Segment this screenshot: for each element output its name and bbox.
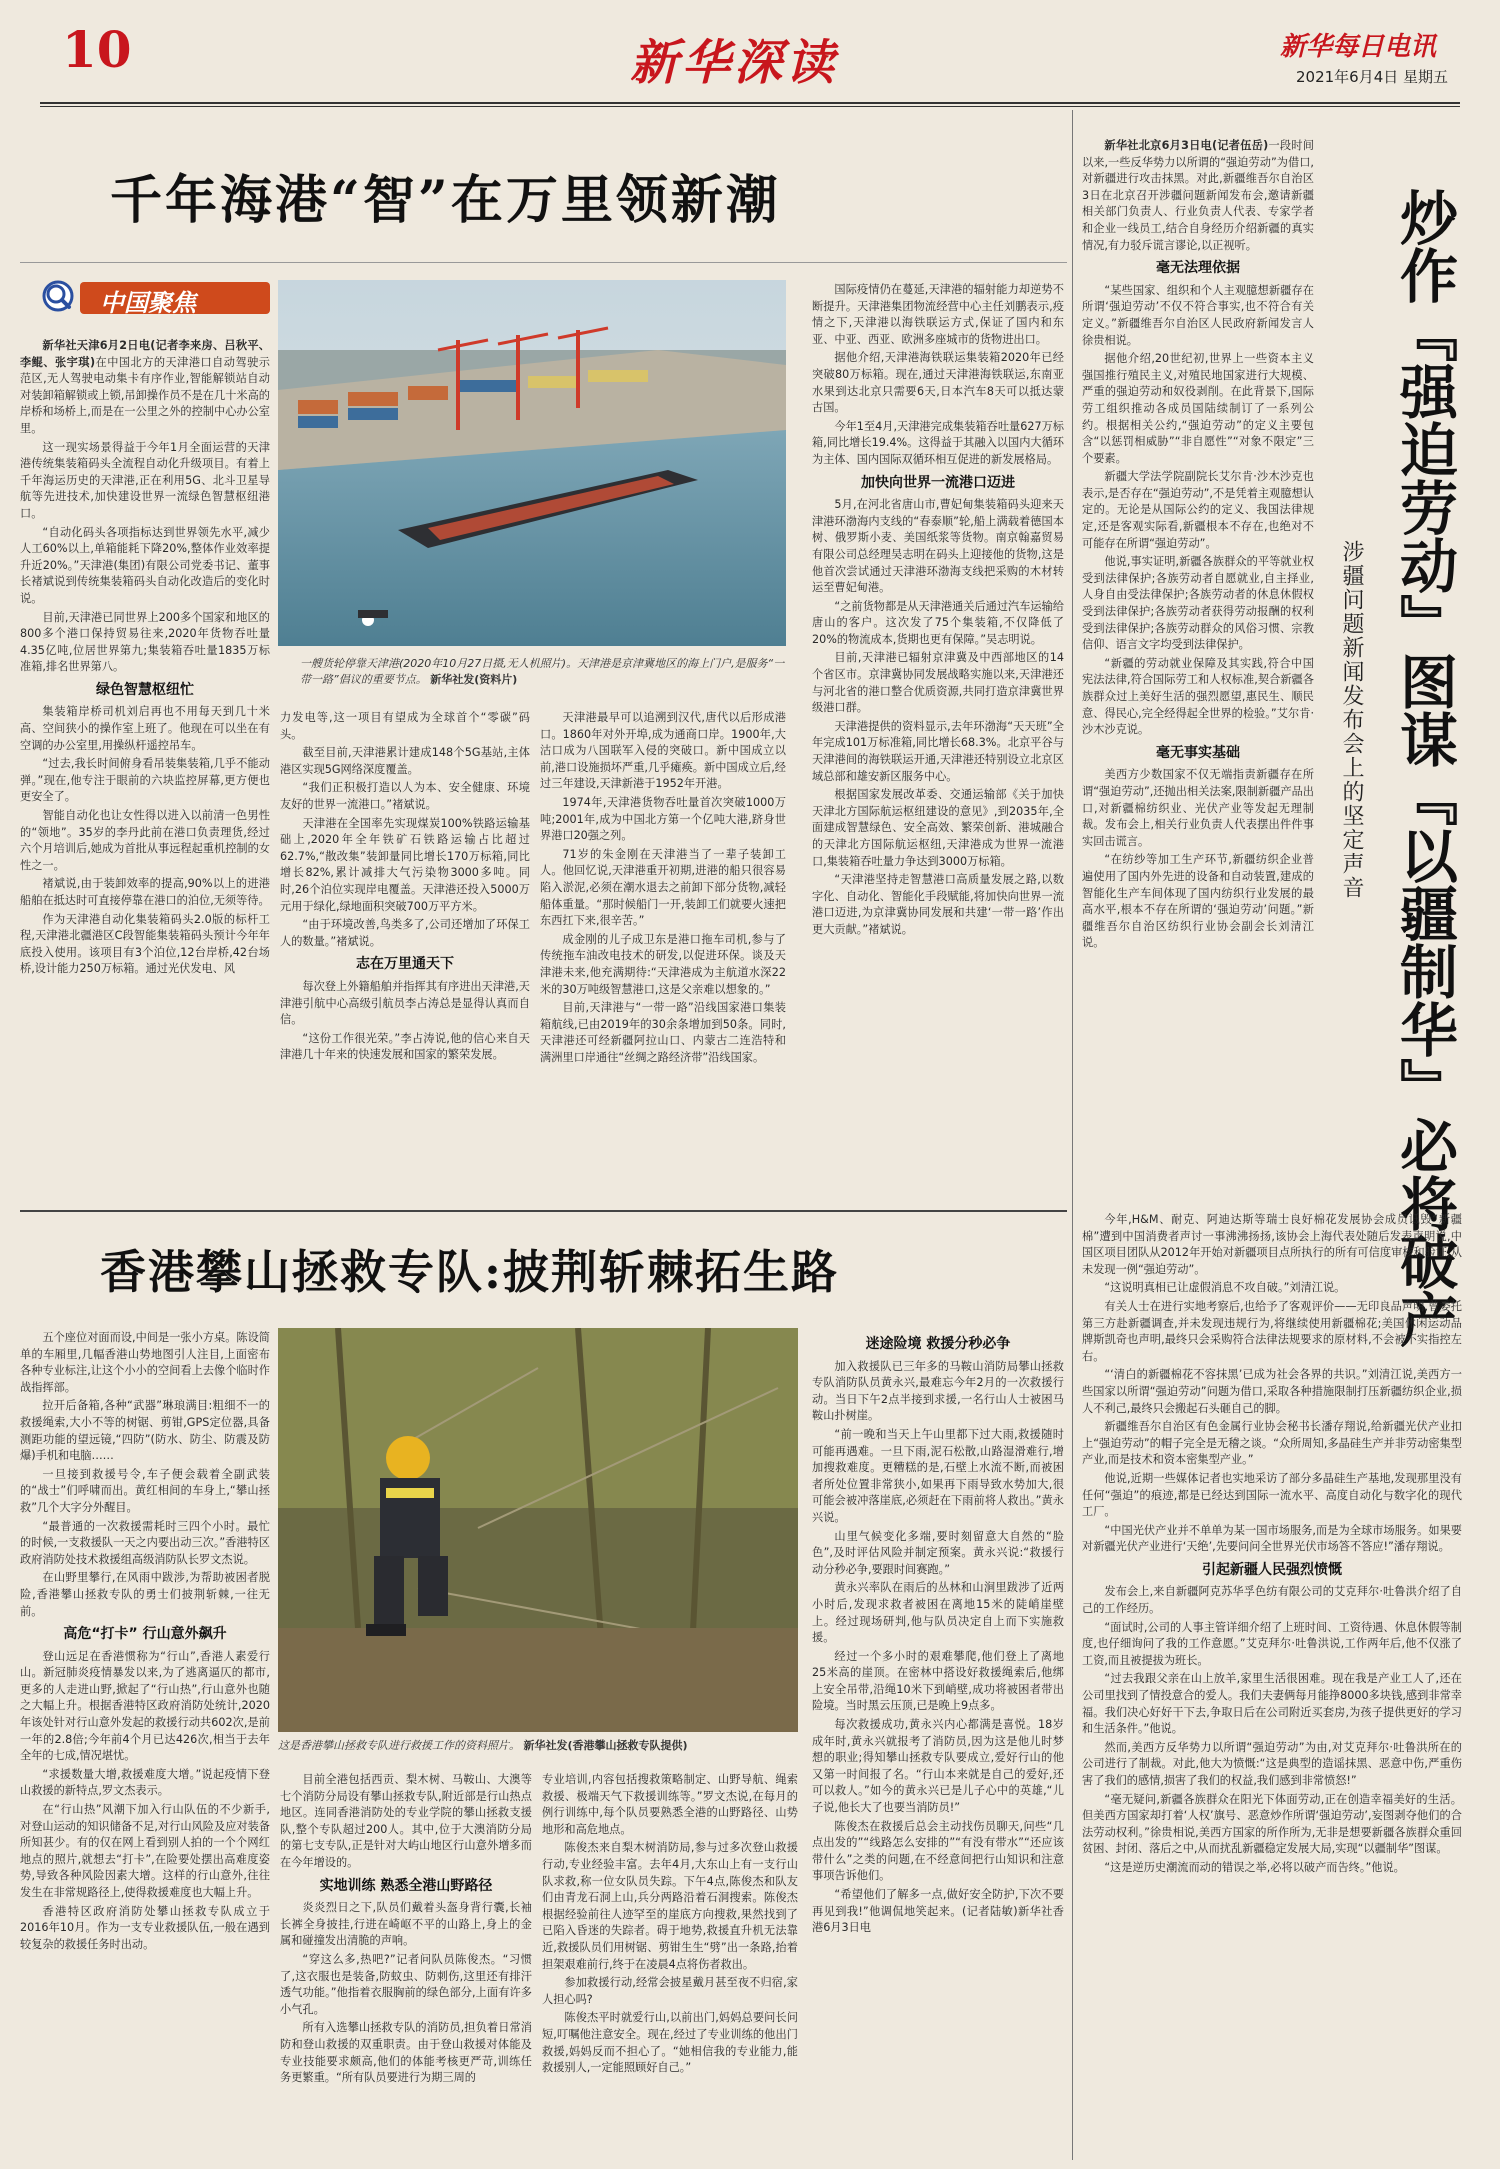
paragraph: “前一晚和当天上午山里都下过大雨,救援随时可能再遇难。一旦下雨,泥石松散,山路湿滑难行,增加搜救难度。更糟糕的是,石壁上水流不断,而被困者所处位置非常狭小,如果再下雨导致水势加大,很可能会被冲落崖底,必须赶在下雨前将人救出。”黄永兴说。	[812, 1427, 1064, 1524]
paragraph: 在山野里攀行,在风雨中跋涉,为帮助被困者脱险,香港攀山拯救专队的勇士们披荆斩棘,一往无前。	[20, 1571, 270, 1618]
subheading: 引起新疆人民强烈愤慨	[1202, 1561, 1342, 1578]
paragraph: 他说,近期一些媒体记者也实地采访了部分多晶硅生产基地,发现那里没有任何“强迫”的痕迹,都是已经达到国际一流水平、高度自动化与数字化的现代工厂。	[1082, 1471, 1462, 1519]
paragraph: 炎炎烈日之下,队员们戴着头盔身背行囊,长袖长裤全身披挂,行进在崎岖不平的山路上,身上的金属和碰撞发出清脆的声响。	[280, 1901, 532, 1948]
paragraph: “天津港坚持走智慧港口高质量发展之路,以数字化、自动化、智能化手段赋能,将加快向世界一流港口迈进,为京津冀协同发展和共建‘一带一路’作出更大贡献。”褚斌说。	[812, 873, 1064, 936]
paragraph: 参加救援行动,经常会披星戴月甚至夜不归宿,家人担心吗?	[542, 1976, 798, 2006]
paragraph: “某些国家、组织和个人主观臆想新疆存在所谓‘强迫劳动’不仅不符合事实,也不符合有关定义。”新疆维吾尔自治区人民政府新闻发言人徐贵相说。	[1082, 283, 1314, 347]
subheading: 实地训练 熟悉全港山野路径	[319, 1877, 493, 1894]
paragraph: “最普通的一次救援需耗时三四个小时。最忙的时候,一支救援队一天之内要出动三次。”香港特区政府消防处技术救援组高级消防队长罗文杰说。	[20, 1519, 270, 1566]
paragraph: “这是逆历史潮流而动的错误之举,必将以破产而告终。”他说。	[1104, 1860, 1405, 1874]
story1-col2	[280, 710, 530, 1200]
masthead	[0, 0, 1500, 102]
paragraph: 一旦接到救援号令,车子便会载着全副武装的“战士”们呼啸而出。黄红相间的车身上,“攀山拯救”几个大字分外醒目。	[20, 1467, 270, 1514]
dateline: 新华社天津6月2日电(记者李来房、吕秋平、李鲲、张宇琪)	[20, 339, 270, 369]
paragraph: 71岁的朱金刚在天津港当了一辈子装卸工人。他回忆说,天津港重开初期,进港的船只很容易陷入淤泥,必须在潮水退去之前卸下部分货物,减轻船体重量。“那时候船门一开,装卸工们就要火速把东西扛下来,很辛苦。”	[540, 847, 786, 928]
paragraph: 专业培训,内容包括搜救策略制定、山野导航、绳索救援、极端天气下救援训练等。”罗文杰说,在每月的例行训练中,每个队员要熟悉全港的山野路径、山势地形和高危地点。	[542, 1773, 798, 1836]
caption-text: 一艘货轮停靠天津港(2020年10月27日摄,无人机照片)。天津港是京津冀地区的海上门户,是服务“一带一路”倡议的重要节点。	[300, 657, 785, 686]
story1-top-rule	[20, 262, 1067, 263]
paragraph: “中国光伏产业并不单单为某一国市场服务,而是为全球市场服务。如果要对新疆光伏产业进行‘天绝’,先要问问全世界光伏市场答不答应!”潘存翔说。	[1082, 1523, 1462, 1554]
issue-date: 2021年6月4日 星期五	[1296, 68, 1449, 86]
story1-col1	[20, 338, 270, 1490]
story1-col3	[540, 710, 786, 1200]
section-title: 新华深读	[630, 35, 839, 91]
masthead-rule-thin	[40, 106, 1460, 107]
paragraph: 他说,事实证明,新疆各族群众的平等就业权受到法律保护;各族劳动者自愿就业,自主择业,人身自由受法律保护;各族劳动者的休息休假权受到法律保护;各族劳动者获得劳动报酬的权利受到法律保护;各族劳动群众的风俗习惯、宗教信仰、语言文字均受到法律保护。	[1082, 555, 1314, 652]
paragraph: 天津港在全国率先实现煤炭100%铁路运输基础上,2020年全年铁矿石铁路运输占比超过62.7%,“散改集”装卸量同比增长170万标箱,同比增长82%,累计减排大气污染物3000多吨。同时,26个泊位实现岸电覆盖。天津港还投入5000万元用于绿化,绿地面积突破700万平方米。	[280, 816, 530, 913]
paragraph: 陈俊杰来自梨木树消防局,参与过多次登山救援行动,专业经验丰富。去年4月,大东山上有一支行山队求救,称一位女队员失踪。下午4点,陈俊杰和队友们由青龙石洞上山,兵分两路沿着石洞搜索。陈俊杰根据经验前往人迹罕至的崖底方向搜救,果然找到了已陷入昏迷的失踪者。碍于地势,救援直升机无法靠近,救援队员们用树锯、剪钳生生“劈”出一条路,抬着担架艰难前行,终于在凌晨4点将伤者救出。	[542, 1841, 798, 1971]
paragraph: 国际疫情仍在蔓延,天津港的辐射能力却逆势不断提升。天津港集团物流经营中心主任刘鹏表示,疫情之下,天津港以海铁联运方式,保证了国内和东亚、中亚、西亚、欧洲多座城市的货物进出口。	[812, 283, 1064, 346]
search-icon	[38, 278, 80, 318]
paragraph: 拉开后备箱,各种“武器”琳琅满目:粗细不一的救援绳索,大小不等的树锯、剪钳,GPS定位器,具备测距功能的望远镜,“四防”(防水、防尘、防震及防爆)手机和电脑……	[20, 1399, 270, 1463]
paragraph: 据他介绍,天津港海铁联运集装箱2020年已经突破80万标箱。现在,通过天津港海铁联运,东南亚水果到达北京只需要6天,日本汽车8天可以抵达蒙古国。	[812, 351, 1064, 415]
badge-label: 中国聚焦	[100, 289, 196, 317]
paragraph: 5月,在河北省唐山市,曹妃甸集装箱码头迎来天津港环渤海内支线的“春泰顺”轮,船上满载着德国本树、俄罗斯小麦、美国纸浆等货物。南京翰嘉贸易有限公司总经理吴志明在码头上迎接他的货物,这是他首次尝试通过天津港环渤海支线把采购的木材转运至曹妃甸港。	[812, 498, 1064, 595]
paragraph: 根据国家发展改革委、交通运输部《关于加快天津北方国际航运枢纽建设的意见》,到2035年,全面建成智慧绿色、安全高效、繁荣创新、港城融合的天津北方国际航运枢纽,天津港成为世界一流港口,集装箱吞吐量力争达到3000万标箱。	[812, 788, 1064, 868]
paragraph: 每次登上外籍船舶并指挥其有序进出天津港,天津港引航中心高级引航员李占涛总是显得认真而自信。	[280, 979, 530, 1027]
paragraph: 作为天津港自动化集装箱码头2.0版的标杆工程,天津港北疆港区C段智能集装箱码头预计今年年底投入使用。该项目有3个泊位,12台岸桥,42台场桥,设计能力250万标箱。通过光伏发电、风	[20, 912, 270, 976]
paragraph: 这一现实场景得益于今年1月全面运营的天津港传统集装箱码头全流程自动化升级项目。有着上千年海运历史的天津港,正在利用5G、北斗卫星导航等先进技术,加快建设世界一流绿色智慧枢纽港口。	[20, 440, 270, 520]
paragraph: 五个座位对面而设,中间是一张小方桌。陈设简单的车厢里,几幅香港山势地图引人注目,上面密布各种专业标注,让这个小小的空间看上去像个临时作战指挥部。	[20, 1331, 270, 1394]
paragraph: “毫无疑问,新疆各族群众在阳光下体面劳动,正在创造幸福美好的生活。但美西方国家却打着‘人权’旗号、恶意炒作所谓‘强迫劳动’,妄图剥夺他们的合法劳动权利。”徐贵相说,美西方国家的所作所为,无非是想要新疆各族群众重回贫困、封闭、落后之中,从而扰乱新疆稳定发展大局,实现“以疆制华”图谋。	[1082, 1792, 1462, 1856]
paragraph: “希望他们了解多一点,做好安全防护,下次不要再见到我!”他调侃地笑起来。(记者陆敏)新华社香港6月3日电	[812, 1888, 1064, 1935]
caption-text: 这是香港攀山拯救专队进行救援工作的资料照片。	[278, 1739, 520, 1752]
paragraph: 加入救援队已三年多的马鞍山消防局攀山拯救专队消防队员黄永兴,最难忘今年2月的一次救援行动。当日下午2点半接到求援,一名行山人士被困马鞍山扑树崖。	[812, 1359, 1064, 1423]
dateline-paragraph: 新华社北京6月3日电(记者伍岳)一段时间以来,一些反华势力以所谓的“强迫劳动”为借口,对新疆进行攻击抹黑。对此,新疆维吾尔自治区3日在北京召开涉疆问题新闻发布会,邀请新疆相关部门负责人、行业负责人代表、专家学者和企业一线员工,结合自身经历介绍新疆的真实情况,有力驳斥谎言谬论,以正视听。	[1082, 139, 1314, 252]
paragraph: “过去我跟父亲在山上放羊,家里生活很困难。现在我是产业工人了,还在公司里找到了情投意合的爱人。我们夫妻俩每月能挣8000多块钱,感到非常幸福。我们决心好好干下去,争取日后在公司附近买套房,为孩子提供更好的学习和生活条件。”他说。	[1082, 1672, 1462, 1736]
paragraph: 发布会上,来自新疆阿克苏华孚色纺有限公司的艾克拜尔·吐鲁洪介绍了自己的工作经历。	[1082, 1585, 1462, 1616]
paragraph: 然而,美西方反华势力以所谓“强迫劳动”为由,对艾克拜尔·吐鲁洪所在的公司进行了制裁。对此,他大为愤慨:“这是典型的造谣抹黑、恶意中伤,严重伤害了我们的感情,损害了我们的权益,我们感到非常愤怒!”	[1082, 1740, 1462, 1787]
paragraph: 新疆大学法学院副院长艾尔肯·沙木沙克也表示,是否存在“强迫劳动”,不是凭着主观臆想认定的。无论是从国际公约的定义、我国法律规定,还是客观实际看,新疆根本不存在,也绝对不可能存在所谓“强迫劳动”。	[1082, 470, 1314, 550]
subheading: 志在万里通天下	[356, 956, 454, 973]
right-column-divider	[1072, 110, 1073, 2160]
paragraph: 据他介绍,20世纪初,世界上一些资本主义强国推行殖民主义,对殖民地国家进行大规模、严重的强迫劳动和奴役剥削。在此背景下,国际劳工组织推动各成员国陆续制订了一系列公约。根据相关公约,“强迫劳动”的定义主要包含“以惩罚相威胁”“非自愿性”“对象不限定”三个要素。	[1082, 352, 1314, 465]
subheading: 绿色智慧枢纽忙	[96, 681, 194, 698]
paragraph: “之前货物都是从天津港通关后通过汽车运输给唐山的客户。这次发了75个集装箱,不仅降低了20%的物流成本,货期也更有保障。”吴志明说。	[812, 599, 1064, 646]
paragraph: 今年1至4月,天津港完成集装箱吞吐量627万标箱,同比增长19.4%。这得益于其融入以国内大循环为主体、国内国际双循环相互促进的新发展格局。	[812, 419, 1064, 466]
paragraph: 截至目前,天津港累计建成148个5G基站,主体港区实现5G网络深度覆盖。	[280, 746, 530, 776]
paragraph: “由于环境改善,鸟类多了,公司还增加了环保工人的数量。”褚斌说。	[280, 918, 530, 948]
paragraph: “穿这么多,热吧?”记者问队员陈俊杰。“习惯了,这衣服也是装备,防蚊虫、防刺伤,这里还有排汗透气功能。”他指着衣服胸前的绿色部分,上面有许多小气孔。	[280, 1952, 532, 2016]
paragraph: 目前,天津港已辐射京津冀及中西部地区的14个省区市。京津冀协同发展战略实施以来,天津港还与河北省的港口整合优质资源,共同打造京津冀世界级港口群。	[812, 651, 1064, 715]
caption-credit: 新华社发(资料片)	[430, 673, 518, 686]
story-divider	[20, 1210, 1067, 1212]
port-photo	[278, 280, 786, 646]
port-photo-caption	[300, 656, 786, 688]
paragraph: 力发电等,这一项目有望成为全球首个“零碳”码头。	[280, 711, 530, 741]
dateline-paragraph: 新华社天津6月2日电(记者李来房、吕秋平、李鲲、张宇琪)在中国北方的天津港口自动驾驶示范区,无人驾驶电动集卡有序作业,智能解锁站自动对装卸箱解锁或上锁,吊卸操作员不是在几十米高的岸桥和场桥上,而是在一公里之外的控制中心办公室里。	[20, 339, 270, 435]
paragraph: 经过一个多小时的艰难攀爬,他们登上了离地25米高的崖顶。在密林中搭设好救援绳索后,他绑上安全吊带,沿绳10米下到峭壁,成功将被困者带出险境。当时黑云压顶,已是晚上9点多。	[812, 1649, 1064, 1713]
paragraph: “新疆的劳动就业保障及其实践,符合中国宪法法律,符合国际劳工和人权标准,契合新疆各族群众过上美好生活的强烈愿望,惠民生、顺民意、得民心,完全经得起全世界的检验。”艾尔肯·沙木沙克说。	[1082, 656, 1314, 737]
paragraph: 香港特区政府消防处攀山拯救专队成立于2016年10月。作为一支专业救援队伍,一般在遇到较复杂的救援任务时出动。	[20, 1904, 270, 1951]
paragraph: 所有入选攀山拯救专队的消防员,担负着日常消防和登山救援的双重职责。由于登山救援对体能及专业技能要求颇高,他们的体能考核更严苛,训练任务更繁重。“所有队员要进行为期三周的	[280, 2021, 532, 2085]
paragraph: 陈俊杰平时就爱行山,以前出门,妈妈总要问长问短,叮嘱他注意安全。现在,经过了专业训练的他出门救援,妈妈反而不担心了。“她相信我的专业能力,能救援别人,一定能照顾好自己。”	[542, 2011, 798, 2075]
paragraph: 新疆维吾尔自治区有色金属行业协会秘书长潘存翔说,给新疆光伏产业扣上“强迫劳动”的帽子完全是无稽之谈。“众所周知,多晶硅生产并非劳动密集型产业,而是技术和资本密集型产业。”	[1082, 1420, 1462, 1467]
story2-col2	[280, 1772, 532, 2162]
brand-logo: 新华每日电讯	[1280, 32, 1437, 62]
subheading: 加快向世界一流港口迈进	[861, 474, 1015, 491]
paragraph: 山里气候变化多端,要时刻留意大自然的“脸色”,及时评估风险并制定预案。黄永兴说:“救援行动分秒必争,要跟时间赛跑。”	[812, 1529, 1064, 1576]
story3-col1	[1082, 138, 1314, 1206]
paragraph: 天津港提供的资料显示,去年环渤海“天天班”全年完成101万标准箱,同比增长68.3%。北京平谷与天津港间的海铁联运开通,天津港还特别设立北京区域总部和雄安新区服务中心。	[812, 719, 1064, 783]
paragraph: 今年,H&M、耐克、阿迪达斯等瑞士良好棉花发展协会成员诋毁“新疆棉”遭到中国消费者声讨一事沸沸扬扬,该协会上海代表处随后发表声明说,中国区项目团队从2012年开始对新疆项目点所执行的所有可信度审核和验证,从未发现一例“强迫劳动”。	[1082, 1213, 1462, 1276]
story2-headline: 香港攀山拯救专队:披荆斩棘拓生路	[100, 1245, 839, 1299]
paragraph: 有关人士在进行实地考察后,也给予了客观评价——无印良品声明,曾委托第三方赴新疆调查,并未发现违规行为,将继续使用新疆棉花;美国休闲运动品牌斯凯奇也声明,最终只会采购符合法律法规要求的原材料,不会被不实指控左右。	[1082, 1299, 1462, 1363]
column-badge	[20, 278, 278, 318]
masthead-rule	[40, 102, 1460, 104]
paragraph: 目前全港包括西贡、梨木树、马鞍山、大澳等七个消防分局设有攀山拯救专队,附近部是行山热点地区。连同香港消防处的专业学院的攀山拯救支援队,整个专队超过200人。其中,位于大澳消防分局的第七支专队,正是针对大屿山地区行山意外增多而在今年增设的。	[280, 1773, 532, 1869]
paragraph: 目前,天津港与“一带一路”沿线国家港口集装箱航线,已由2019年的30余条增加到50条。同时,天津港还可经新疆阿拉山口、内蒙古二连浩特和满洲里口岸通往“丝绸之路经济带”沿线国家。	[540, 1001, 786, 1064]
paragraph: 目前,天津港已同世界上200多个国家和地区的800多个港口保持贸易往来,2020年货物吞吐量4.35亿吨,位居世界第九;集装箱吞吐量1835万标准箱,排名世界第八。	[20, 610, 270, 674]
story3-headline: 炒作『强迫劳动』图谋『以疆制华』必将破产	[1390, 188, 1458, 1348]
story2-col1	[20, 1330, 270, 2160]
paragraph: “求援数量大增,救援难度大增。”说起疫情下登山救援的新特点,罗文杰表示。	[20, 1767, 270, 1798]
paragraph: 1974年,天津港货物吞吐量首次突破1000万吨;2001年,成为中国北方第一个亿吨大港,跻身世界港口20强之列。	[540, 795, 786, 843]
rescue-photo-caption	[278, 1738, 818, 1754]
subheading: 毫无法理依据	[1156, 260, 1240, 277]
paragraph: “面试时,公司的人事主管详细介绍了上班时间、工资待遇、休息休假等制度,也仔细询问了我的工作意愿。”艾克拜尔·吐鲁洪说,工作两年后,他不仅涨了工资,而且被提拔为班长。	[1082, 1620, 1462, 1667]
story2-col4	[812, 1330, 1064, 2162]
caption-credit: 新华社发(香港攀山拯救专队提供)	[523, 1739, 688, 1752]
paragraph: 登山远足在香港惯称为“行山”,香港人素爱行山。新冠肺炎疫情暴发以来,为了逃离逼仄的都市,更多的人走进山野,掀起了“行山热”,行山意外也随之大幅上升。根据香港特区政府消防处统计,2020年该处针对行山意外发起的救援行动共602次,是前一年的2.8倍;今年前4个月已达426次,相当于去年全年的七成,情况堪忧。	[20, 1649, 270, 1763]
story1-headline: 千年海港“智”在万里领新潮	[110, 170, 781, 231]
rescue-photo	[278, 1328, 798, 1732]
paragraph: “在纺纱等加工生产环节,新疆纺织企业普遍使用了国内外先进的设备和自动装置,建成的智能化生产车间体现了国内纺织行业发展的最高水平,根本不存在所谓的‘强迫劳动’问题。”新疆维吾尔自治区纺织行业协会副会长刘清江说。	[1082, 853, 1314, 950]
paragraph: 黄永兴率队在雨后的丛林和山涧里跋涉了近两小时后,发现求救者被困在离地15米的陡峭崖壁上。经过现场研判,他与队员决定自上而下实施救援。	[812, 1581, 1064, 1645]
paragraph: “这说明真相已让虚假消息不攻自破。”刘清江说。	[1104, 1281, 1346, 1295]
paragraph: 智能自动化也让女性得以进入以前清一色男性的“领地”。35岁的李丹此前在港口负责理货,经过六个月培训后,她成为首批从事远程起重机控制的女性之一。	[20, 809, 270, 872]
subheading: 高危“打卡” 行山意外飙升	[63, 1626, 227, 1643]
paragraph: 天津港最早可以追溯到汉代,唐代以后形成港口。1860年对外开埠,成为通商口岸。1900年,大沽口成为八国联军入侵的突破口。新中国成立以前,港口设施损坏严重,几乎瘫痪。新中国成立后,经过三年建设,天津新港于1952年开港。	[540, 711, 786, 791]
subheading: 毫无事实基础	[1156, 744, 1240, 761]
paragraph: 陈俊杰在救援后总会主动找伤员聊天,问些“几点出发的”“线路怎么安排的”“有没有带水”“还应该带什么”之类的问题,在不经意间把行山知识和注意事项告诉他们。	[812, 1819, 1064, 1883]
story3-subhead: 涉疆问题新闻发布会上的坚定声音	[1339, 540, 1364, 900]
dateline: 新华社北京6月3日电(记者伍岳)	[1104, 139, 1269, 152]
paragraph: “自动化码头各项指标达到世界领先水平,减少人工60%以上,单箱能耗下降20%,整体作业效率提升近20%。”天津港(集团)有限公司党委书记、董事长褚斌说到传统集装箱码头自动化改造后的变化时说。	[20, 525, 270, 605]
paragraph: 集装箱岸桥司机刘启再也不用每天到几十米高、空间狭小的操作室上班了。他现在可以坐在有空调的办公室里,用操纵杆遥控吊车。	[20, 705, 270, 752]
paragraph: “我们正积极打造以人为本、安全健康、环境友好的世界一流港口。”褚斌说。	[280, 781, 530, 811]
story2-col3	[542, 1772, 798, 2162]
paragraph: 每次救援成功,黄永兴内心都满是喜悦。18岁成年时,黄永兴就报考了消防员,因为这是他儿时梦想的职业;得知攀山拯救专队要成立,爱好行山的他又第一时间报了名。“行山本来就是自己的爱好,还可以救人。”如今的黄永兴已是儿子心中的英雄,“儿子说,他长大了也要当消防员!”	[812, 1718, 1064, 1815]
paragraph: 褚斌说,由于装卸效率的提高,90%以上的进港船舶在抵达时可直接停靠在港口的泊位,无须等待。	[20, 877, 270, 907]
paragraph: “过去,我长时间俯身看吊装集装箱,几乎不能动弹。”现在,他专注于眼前的六块监控屏幕,更方便也更安全了。	[20, 757, 270, 804]
story1-col4	[812, 282, 1064, 1200]
paragraph: 在“行山热”风潮下加入行山队伍的不少新手,对登山运动的知识储备不足,对行山风险及应对装备所知甚少。有的仅在网上看到别人拍的一个个网红地点的照片,就想去“打卡”,在险要处摆出高难度姿势,导致各种风险因素大增。这样的行山意外,往往发生在非常规路径上,使得救援难度也大幅上升。	[20, 1803, 270, 1899]
paragraph: “这份工作很光荣。”李占涛说,他的信心来自天津港几十年来的快速发展和国家的繁荣发展。	[280, 1031, 530, 1062]
paragraph: “‘清白的新疆棉花不容抹黑’已成为社会各界的共识。”刘清江说,美西方一些国家以所谓“强迫劳动”问题为借口,采取各种措施限制打压新疆纺织企业,损人不利己,最终只会搬起石头砸自己的脚。	[1082, 1368, 1462, 1415]
page-number: 10	[62, 20, 132, 79]
subheading: 迷途险境 救援分秒必争	[865, 1336, 1011, 1352]
paragraph: 美西方少数国家不仅无端指责新疆存在所谓“强迫劳动”,还抛出相关法案,限制新疆产品出口,对新疆棉纺织业、光伏产业等发起无理制裁。发布会上,相关行业负责人代表摆出件件事实回击谎言。	[1082, 768, 1314, 848]
paragraph: 成金刚的儿子成卫东是港口拖车司机,参与了传统拖车油改电技术的研发,以促进环保。谈及天津港未来,他充满期待:“天津港成为主航道水深22米的30万吨级智慧港口,这是父亲难以想象的。”	[540, 932, 786, 996]
story3-wide	[1082, 1212, 1462, 2162]
